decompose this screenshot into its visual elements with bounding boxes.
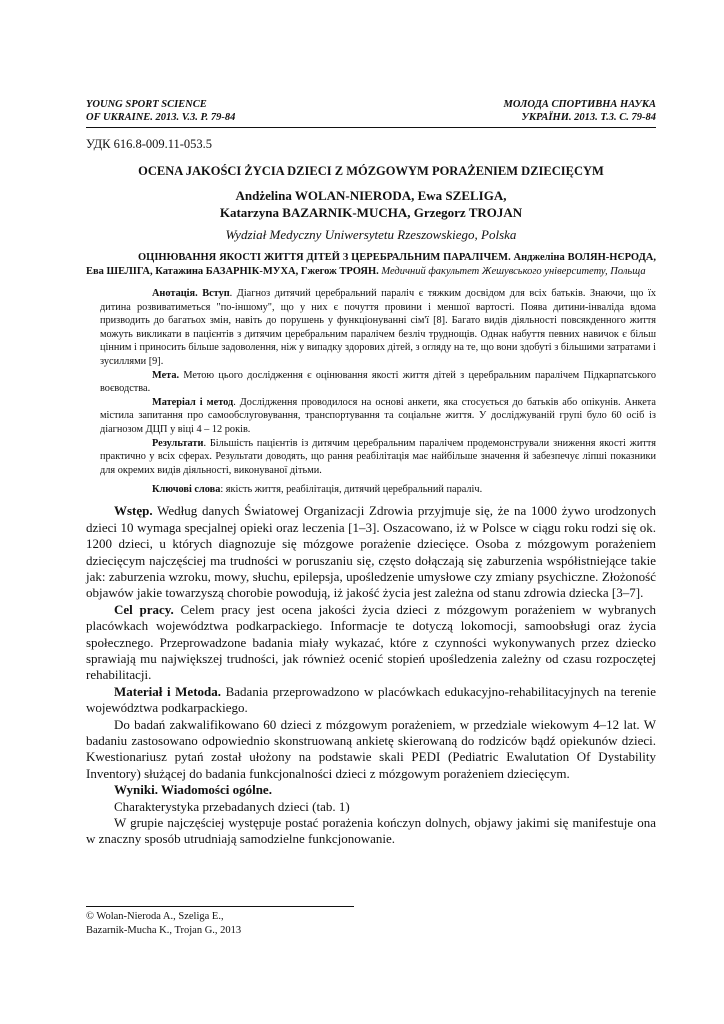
- ukrainian-title-block: [86, 251, 656, 279]
- header-right-line2: УКРАЇНИ. 2013. Т.3. С. 79-84: [521, 112, 656, 123]
- paper-title: OCENA JAKOŚCI ŻYCIA DZIECI Z MÓZGOWYM PORAŻENIEM DZIECIĘCYM: [138, 164, 604, 178]
- method-paragraph-2: Do badań zakwalifikowano 60 dzieci z mózgowym porażeniem, w przedziale wiekowym 4–12 lat. W badaniu zastosowano odpowiednio skonstruowaną ankietę skierowaną do rodziców bądź opiekunów dzieci. Kwestionariusz pytań został ułożony na podstawie skali PEDI (Pediatric Ewalutation Of Dystability Inventory) służącej do badania funkcjonalności dzieci z mózgowym porażeniem dziecięcym.: [86, 716, 656, 781]
- abstract-method-text: . Дослідження проводилося на основі анкети, яка стосується до батьків або опікунів. Анкета містила запитання про самообслуговування, транспортування та соціальне життя. У досліджуваній групі було 60 осіб із діагнозом ДЦП у віці 4 – 12 років.: [100, 396, 656, 435]
- ukrainian-affiliation: Медичний факультет Жешувського університету, Польща: [378, 266, 646, 277]
- abstract-method: [100, 396, 656, 437]
- keywords-label: Ключові слова: [152, 484, 221, 496]
- copyright-line2: Bazarnik-Mucha K., Trojan G., 2013: [86, 925, 242, 936]
- header-left-line2: OF UKRAINE. 2013. V.3. P. 79-84: [86, 112, 236, 123]
- results-paragraph: W grupie najczęściej występuje postać porażenia kończyn dolnych, objawy jakimi się manifestuje ona w znaczny sposób utrudniają samodzielne funkcjonowanie.: [86, 815, 656, 847]
- running-header: [86, 98, 656, 124]
- authors: [86, 187, 656, 221]
- method-heading: Materiał i Metoda.: [114, 683, 222, 699]
- abstract-intro: [100, 287, 656, 369]
- aim-heading: Cel pracy.: [114, 601, 174, 617]
- abstract-results-text: . Більшість пацієнтів із дитячим церебральним паралічем продемонстрували зниження якості життя практично у всіх сферах. Результати доводять, що рання реабілітація має найбільше значення й забезпечує ліпші показники для окремих видів діяльності, виконуваної дітьми.: [100, 437, 656, 476]
- abstract-results-label: Результати: [152, 437, 204, 449]
- aim-text: Celem pracy jest ocena jakości życia dzieci z mózgowym porażeniem w wybranych placówkach województwa podkarpackiego. Informacje te dotyczą lokomocji, samoobsługi oraz życia społecznego. Przeprowadzone badania miały wykazać, które z czynności wykonywanych przez dziecko sprawiają mu największej trudności, jak również ocenić stopień upośledzenia zależny od czasu rozpoczętej rehabilitacji.: [86, 601, 656, 683]
- ukrainian-title: ОЦІНЮВАННЯ ЯКОСТІ ЖИТТЯ ДІТЕЙ З ЦЕРЕБРАЛЬНИМ ПАРАЛІЧЕМ. Анджеліна ВОЛЯН-НЄРОДА, Ева ШЕЛІГА, Катажина БАЗАРНІК-МУХА, Гжегож ТРОЯН.: [86, 252, 656, 277]
- abstract-method-label: Матеріал і метод: [152, 396, 234, 408]
- keywords-text: : якість життя, реабілітація, дитячий церебральний параліч.: [220, 484, 483, 496]
- abstract-aim: [100, 369, 656, 396]
- keywords: [100, 484, 656, 495]
- section-method: [86, 684, 656, 717]
- introduction-heading: Wstęp.: [114, 503, 153, 519]
- affiliation: Wydział Medyczny Uniwersytetu Rzeszowskiego, Polska: [225, 227, 517, 242]
- footnote-rule: [86, 906, 354, 907]
- header-right-line1: МОЛОДА СПОРТИВНА НАУКА: [503, 99, 656, 110]
- results-heading: Wyniki. Wiadomości ogólne.: [114, 782, 272, 798]
- abstract-aim-text: Метою цього дослідження є оцінювання якості життя дітей з церебральним паралічем Підкарпатського воєводства.: [100, 369, 656, 395]
- section-introduction: [86, 503, 656, 601]
- abstract-aim-label: Мета.: [152, 369, 180, 381]
- paper-page: [86, 98, 656, 848]
- introduction-text: Według danych Światowej Organizacji Zdrowia przyjmuje się, że na 1000 żywo urodzonych dzieci 10 wymaga specjalnej opieki oraz leczenia [1–3]. Oszacowano, iż w Polsce w ciągu roku rodzi się ok. 1200 dzieci, u których diagnozuje się mózgowe porażenie dziecięce. Osoba z mózgowym porażeniem dziecięcym najczęściej ma trudności w poruszaniu się, często dołączają się zaburzenia współistniejące takie jak: zaburzenia wzroku, mowy, słuchu, epilepsja, upośledzenie umysłowe czy zmiany psychiczne. Złożoność objawów jakie towarzyszą chorobie powodują, iż jakość życia jest zależna od stanu zdrowia dziecka [3–7].: [86, 503, 656, 601]
- authors-line1: Andżelina WOLAN-NIERODA, Ewa SZELIGA,: [235, 188, 507, 203]
- header-left: [86, 98, 235, 124]
- abstract-results: [100, 437, 656, 478]
- authors-line2: Katarzyna BAZARNIK-MUCHA, Grzegorz TROJAN: [219, 205, 523, 220]
- udk-code: УДК 616.8-009.11-053.5: [86, 137, 213, 151]
- abstract: [100, 287, 656, 477]
- abstract-intro-label: Анотація. Вступ: [152, 288, 230, 299]
- header-rule: [86, 127, 656, 128]
- abstract-intro-text: . Діагноз дитячий церебральний параліч є тяжким досвідом для всіх батьків. Знаючи, що їх дитина розвиватиметься "по-іншому", що у них є почуття провини і меншої вартості. Поява дитини-інваліда вдома призводить до багатьох змін, навіть до порушень у функціонуванні сім'ї [8]. Багато видів діяльності повсякденного життя можуть викликати в пацієнтів з дитячим церебральним паралічем безліч труднощів. Однак набуття певних навичок є більш цінним і приносить більше задоволення, ніж у випадку здорових дітей, з огляду на те, що вони здобуті з більшими затратами і зусиллями [9].: [100, 288, 656, 367]
- copyright-footnote: [86, 906, 354, 938]
- method-text: Badania przeprowadzono w placówkach edukacyjno-rehabilitacyjnych na terenie województwa podkarpackiego.: [86, 683, 656, 716]
- table-reference: Charakterystyka przebadanych dzieci (tab. 1): [114, 798, 350, 814]
- body-text: [86, 503, 656, 848]
- copyright-line1: © Wolan-Nieroda A., Szeliga E.,: [86, 911, 224, 922]
- header-right: [504, 98, 656, 124]
- section-aim: [86, 602, 656, 684]
- header-left-line1: YOUNG SPORT SCIENCE: [86, 99, 207, 110]
